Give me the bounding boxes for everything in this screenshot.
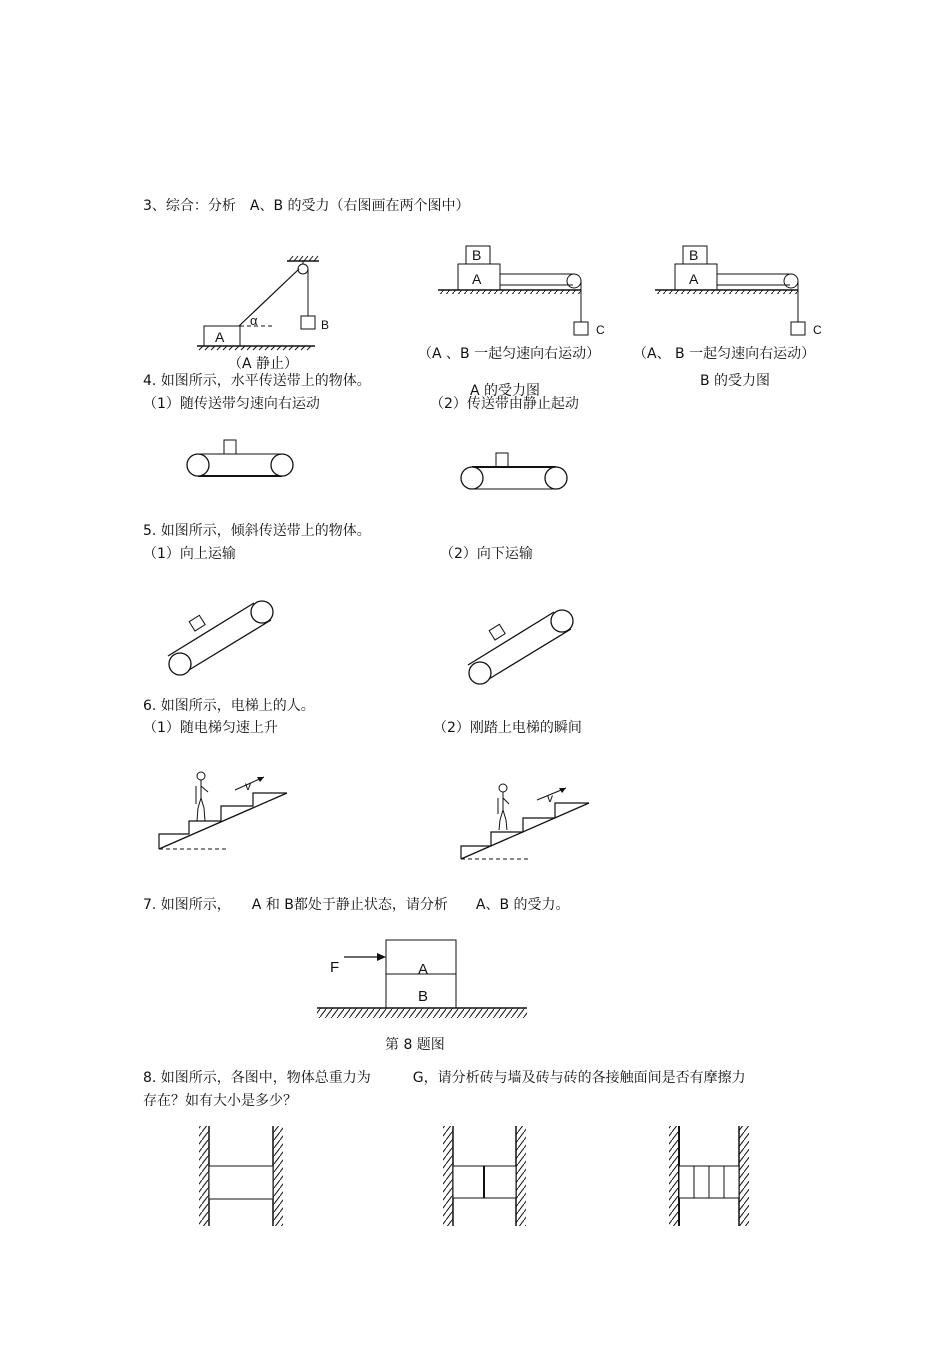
q5-fig2-inclined-belt xyxy=(465,605,577,689)
q5-sub2: （2）向下运输 xyxy=(440,546,533,562)
q3-fig3-caption: （A、 B 一起匀速向右运动） xyxy=(633,346,816,362)
q8-fig3-walls-four-bricks xyxy=(666,1124,758,1228)
q6-sub1: （1）随电梯匀速上升 xyxy=(143,720,278,736)
q3-fig3-sub: B 的受力图 xyxy=(700,373,771,389)
q3-fig1-rope-pulley xyxy=(195,250,355,358)
q4-sub2: （2）传送带由静止起动 xyxy=(430,396,579,412)
svg-text:A: A xyxy=(472,271,482,287)
q4-sub1: （1）随传送带匀速向右运动 xyxy=(143,396,320,412)
q6-fig1-escalator xyxy=(156,768,292,852)
q5-title: 5. 如图所示，倾斜传送带上的物体。 xyxy=(143,523,371,539)
q8-line1: 8. 如图所示，各图中，物体总重力为 G，请分析砖与墙及砖与砖的各接触面间是否有摩擦力 xyxy=(143,1070,746,1086)
q8-line2: 存在？如有大小是多少？ xyxy=(143,1093,297,1109)
q6-sub2: （2）刚踏上电梯的瞬间 xyxy=(433,720,582,736)
q4-fig1-belt xyxy=(184,438,298,480)
q3-fig3-stacked-blocks xyxy=(653,244,833,340)
svg-text:B: B xyxy=(689,247,699,263)
q6-fig2-escalator xyxy=(458,778,594,862)
q6-fig1-label-v: v xyxy=(245,779,251,793)
q7-label-f: F xyxy=(330,959,340,976)
q7-caption: 第 8 题图 xyxy=(385,1037,445,1053)
q7-label-b: B xyxy=(418,988,429,1005)
q8-fig1-walls-one-brick xyxy=(196,1124,288,1228)
q3-fig1-label-a: A xyxy=(215,329,225,345)
q6-fig2-label-v: v xyxy=(547,791,553,805)
q3-title: 3、综合：分析 A、B 的受力（右图画在两个图中） xyxy=(143,198,470,214)
q3-fig2-sub: A 的受力图 xyxy=(470,383,541,399)
svg-text:C: C xyxy=(596,323,605,337)
q3-fig1-label-b: B xyxy=(321,318,330,332)
q3-fig2-caption: （A 、B 一起匀速向右运动） xyxy=(418,346,601,362)
q8-fig2-walls-two-bricks xyxy=(440,1124,532,1228)
q5-fig1-inclined-belt xyxy=(165,596,277,680)
q4-title: 4. 如图所示，水平传送带上的物体。 xyxy=(143,373,371,389)
q6-title: 6. 如图所示，电梯上的人。 xyxy=(143,698,315,714)
svg-text:B: B xyxy=(472,247,482,263)
q3-fig1-alpha: α xyxy=(250,313,258,328)
q4-fig2-belt xyxy=(458,451,572,493)
q7-fig-stacked-blocks xyxy=(314,937,532,1021)
svg-text:C: C xyxy=(813,323,822,337)
q5-sub1: （1）向上运输 xyxy=(143,546,236,562)
q7-title: 7. 如图所示， A 和 B都处于静止状态，请分析 A、B 的受力。 xyxy=(143,897,570,913)
q3-fig2-stacked-blocks xyxy=(436,244,616,340)
q3-fig1-caption: （A 静止） xyxy=(228,356,299,372)
svg-text:A: A xyxy=(689,271,699,287)
q7-label-a: A xyxy=(418,961,429,978)
